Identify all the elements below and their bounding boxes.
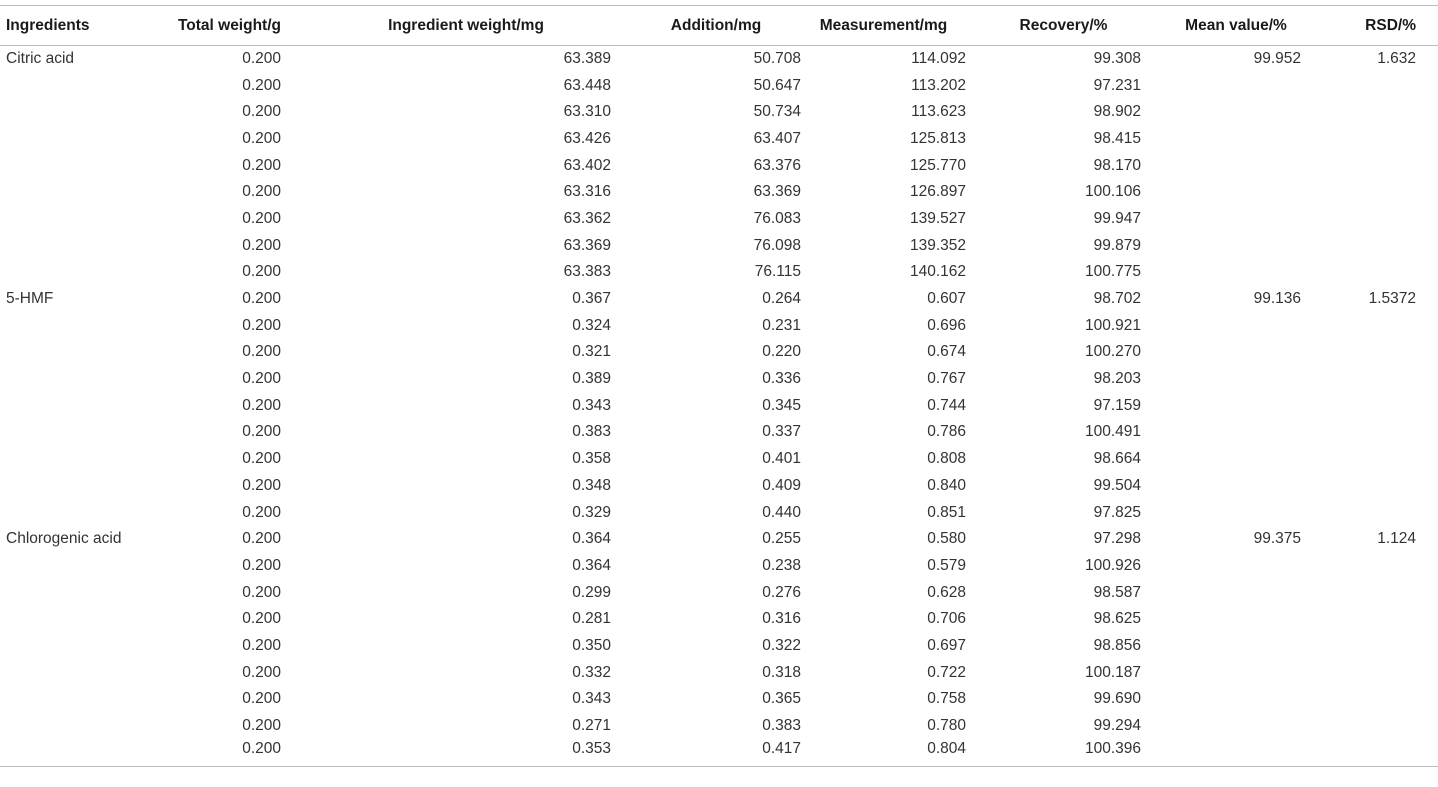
- cell-rsd: [1301, 312, 1438, 339]
- cell-addition: 0.231: [762, 316, 801, 334]
- cell-total-weight: 0.200: [242, 396, 281, 414]
- cell-ingredient-weight: 0.350: [572, 636, 611, 654]
- cell-rsd: 1.632: [1377, 50, 1416, 68]
- table-row: [0, 366, 1438, 393]
- table-row: [0, 46, 1438, 73]
- cell-recovery: 100.921: [1084, 316, 1141, 334]
- cell-ingredient-weight: 0.367: [572, 290, 611, 308]
- cell-total-weight: 0.200: [242, 76, 281, 94]
- cell-ingredient-name: [0, 179, 146, 206]
- cell-ingredient-weight: 0.271: [572, 717, 611, 735]
- cell-measurement: 0.786: [927, 423, 966, 441]
- cell-measurement: 0.808: [927, 450, 966, 468]
- cell-mean-value: [1141, 206, 1301, 233]
- cell-mean-value: [1141, 126, 1301, 153]
- cell-recovery: 99.294: [1093, 717, 1141, 735]
- cell-rsd: [1301, 499, 1438, 526]
- cell-addition: 0.238: [762, 556, 801, 574]
- cell-ingredient-weight: 0.281: [572, 610, 611, 628]
- cell-recovery: 100.491: [1084, 423, 1141, 441]
- cell-ingredient-weight: 0.353: [281, 739, 611, 766]
- cell-measurement: 0.767: [927, 370, 966, 388]
- cell-recovery: 98.702: [1093, 290, 1141, 308]
- cell-measurement: 125.813: [909, 129, 966, 147]
- cell-ingredient-weight: 63.369: [563, 236, 611, 254]
- cell-measurement: 0.696: [927, 316, 966, 334]
- cell-recovery: 98.170: [1093, 156, 1141, 174]
- cell-ingredient-weight: 0.343: [572, 396, 611, 414]
- cell-total-weight: 0.200: [242, 476, 281, 494]
- table-row: [0, 526, 1438, 553]
- cell-mean-value: [1141, 152, 1301, 179]
- cell-mean-value: [1141, 392, 1301, 419]
- cell-mean-value: [1141, 499, 1301, 526]
- cell-ingredient-weight: 0.364: [572, 556, 611, 574]
- header-ingredient-weight: Ingredient weight/mg: [281, 6, 611, 46]
- cell-ingredient-name: Citric acid: [6, 50, 75, 68]
- cell-mean-value: [1141, 419, 1301, 446]
- cell-measurement: 139.527: [909, 209, 966, 227]
- cell-recovery: 98.587: [1093, 583, 1141, 601]
- table-row: [0, 232, 1438, 259]
- cell-total-weight: 0.200: [242, 103, 281, 121]
- table-row: [0, 259, 1438, 286]
- cell-total-weight: 0.200: [242, 236, 281, 254]
- cell-ingredient-name: [0, 99, 146, 126]
- cell-ingredient-weight: 0.364: [572, 530, 611, 548]
- cell-ingredient-name: [0, 473, 146, 500]
- cell-total-weight: 0.200: [242, 450, 281, 468]
- cell-ingredient-weight: 0.324: [572, 316, 611, 334]
- cell-rsd: [1301, 366, 1438, 393]
- cell-ingredient-weight: 0.299: [572, 583, 611, 601]
- cell-measurement: 0.697: [927, 636, 966, 654]
- cell-ingredient-name: [0, 259, 146, 286]
- table-row: [0, 152, 1438, 179]
- table-row: [0, 392, 1438, 419]
- cell-ingredient-weight: 63.383: [563, 263, 611, 281]
- cell-total-weight: 0.200: [242, 583, 281, 601]
- cell-rsd: [1301, 72, 1438, 99]
- cell-rsd: [1301, 99, 1438, 126]
- cell-rsd: [1301, 339, 1438, 366]
- cell-addition: 0.220: [762, 343, 801, 361]
- cell-ingredient-weight: 0.348: [572, 476, 611, 494]
- cell-ingredient-weight: 63.310: [563, 103, 611, 121]
- cell-mean-value: [1141, 579, 1301, 606]
- cell-rsd: [1301, 473, 1438, 500]
- cell-mean-value: [1141, 713, 1301, 740]
- table-row: [0, 339, 1438, 366]
- table-row: [0, 312, 1438, 339]
- cell-measurement: 114.092: [911, 50, 966, 68]
- cell-recovery: 100.106: [1084, 183, 1141, 201]
- header-ingredients: Ingredients: [0, 6, 146, 46]
- cell-total-weight: 0.200: [242, 263, 281, 281]
- cell-ingredient-name: [0, 739, 146, 766]
- cell-total-weight: 0.200: [242, 343, 281, 361]
- cell-recovery: 97.825: [1093, 503, 1141, 521]
- header-row: [0, 6, 1438, 46]
- cell-addition: 0.264: [762, 290, 801, 308]
- cell-measurement: 113.623: [911, 103, 966, 121]
- cell-ingredient-name: [0, 606, 146, 633]
- cell-mean-value: [1141, 339, 1301, 366]
- cell-measurement: 0.706: [927, 610, 966, 628]
- cell-mean-value: [1141, 473, 1301, 500]
- cell-total-weight: 0.200: [146, 739, 281, 766]
- cell-addition: 0.417: [611, 739, 801, 766]
- cell-rsd: [1301, 126, 1438, 153]
- cell-recovery: 99.947: [1093, 209, 1141, 227]
- cell-addition: 0.276: [762, 583, 801, 601]
- cell-ingredient-name: 5-HMF: [6, 290, 54, 308]
- cell-ingredient-weight: 63.402: [563, 156, 611, 174]
- table-row: [0, 286, 1438, 313]
- table-row: [0, 633, 1438, 660]
- cell-mean-value: [1141, 259, 1301, 286]
- cell-mean-value: [1141, 686, 1301, 713]
- cell-measurement: 0.780: [927, 717, 966, 735]
- cell-ingredient-name: [0, 126, 146, 153]
- table-row: [0, 713, 1438, 740]
- cell-mean-value: [1141, 659, 1301, 686]
- cell-mean-value: [1141, 366, 1301, 393]
- cell-rsd: [1301, 606, 1438, 633]
- cell-rsd: 1.5372: [1368, 290, 1416, 308]
- table-row: [0, 686, 1438, 713]
- cell-rsd: [1301, 659, 1438, 686]
- cell-mean-value: [1141, 633, 1301, 660]
- cell-ingredient-name: [0, 152, 146, 179]
- cell-total-weight: 0.200: [242, 663, 281, 681]
- cell-ingredient-weight: 63.426: [563, 129, 611, 147]
- cell-total-weight: 0.200: [242, 209, 281, 227]
- cell-rsd: [1301, 259, 1438, 286]
- cell-addition: 0.365: [762, 690, 801, 708]
- cell-mean-value: [1141, 446, 1301, 473]
- cell-recovery: 98.415: [1093, 129, 1141, 147]
- cell-mean-value: [1141, 179, 1301, 206]
- cell-total-weight: 0.200: [242, 636, 281, 654]
- cell-recovery: 98.203: [1093, 370, 1141, 388]
- cell-mean-value: [1141, 606, 1301, 633]
- cell-total-weight: 0.200: [242, 610, 281, 628]
- table-row: [0, 206, 1438, 233]
- cell-recovery: 98.664: [1093, 450, 1141, 468]
- cell-recovery: 100.187: [1084, 663, 1141, 681]
- cell-rsd: [1301, 553, 1438, 580]
- cell-recovery: 99.308: [1093, 50, 1141, 68]
- cell-ingredient-name: [0, 579, 146, 606]
- cell-ingredient-weight: 0.383: [572, 423, 611, 441]
- cell-ingredient-weight: 63.362: [563, 209, 611, 227]
- cell-addition: 76.115: [754, 263, 801, 281]
- cell-addition: 0.401: [762, 450, 801, 468]
- cell-recovery: 97.231: [1093, 76, 1141, 94]
- cell-recovery: 99.504: [1093, 476, 1141, 494]
- cell-recovery: 99.879: [1093, 236, 1141, 254]
- cell-ingredient-name: [0, 553, 146, 580]
- cell-mean-value: [1141, 553, 1301, 580]
- cell-measurement: 113.202: [911, 76, 966, 94]
- cell-addition: 0.316: [762, 610, 801, 628]
- cell-recovery: 98.625: [1093, 610, 1141, 628]
- cell-ingredient-weight: 63.448: [563, 76, 611, 94]
- cell-total-weight: 0.200: [242, 370, 281, 388]
- cell-measurement: 140.162: [909, 263, 966, 281]
- cell-ingredient-name: [0, 446, 146, 473]
- cell-rsd: [1301, 392, 1438, 419]
- cell-addition: 50.734: [753, 103, 801, 121]
- cell-total-weight: 0.200: [242, 423, 281, 441]
- table-row: [0, 579, 1438, 606]
- cell-mean-value: [1141, 99, 1301, 126]
- table-row: [0, 606, 1438, 633]
- cell-measurement: 0.674: [927, 343, 966, 361]
- header-recovery: Recovery/%: [966, 6, 1141, 46]
- cell-ingredient-name: [0, 312, 146, 339]
- cell-rsd: [1301, 206, 1438, 233]
- cell-ingredient-name: [0, 339, 146, 366]
- cell-measurement: 126.897: [909, 183, 966, 201]
- cell-measurement: 0.744: [927, 396, 966, 414]
- cell-addition: 0.318: [762, 663, 801, 681]
- header-rsd: RSD/%: [1301, 6, 1438, 46]
- header-measurement: Measurement/mg: [801, 6, 966, 46]
- table-row: [0, 99, 1438, 126]
- cell-ingredient-name: [0, 686, 146, 713]
- table-row: [0, 659, 1438, 686]
- cell-mean-value: 99.136: [1253, 290, 1301, 308]
- cell-total-weight: 0.200: [242, 556, 281, 574]
- cell-addition: 50.647: [753, 76, 801, 94]
- cell-ingredient-weight: 0.343: [572, 690, 611, 708]
- cell-recovery: 97.159: [1093, 396, 1141, 414]
- cell-measurement: 125.770: [909, 156, 966, 174]
- cell-mean-value: 99.952: [1253, 50, 1301, 68]
- cell-total-weight: 0.200: [242, 183, 281, 201]
- cell-recovery: 100.775: [1084, 263, 1141, 281]
- cell-rsd: [1301, 179, 1438, 206]
- cell-total-weight: 0.200: [242, 290, 281, 308]
- cell-rsd: [1301, 713, 1438, 740]
- table-row: [0, 446, 1438, 473]
- cell-mean-value: [1141, 312, 1301, 339]
- cell-ingredient-weight: 63.389: [563, 50, 611, 68]
- cell-ingredient-name: [0, 72, 146, 99]
- cell-measurement: 0.580: [927, 530, 966, 548]
- cell-total-weight: 0.200: [242, 530, 281, 548]
- cell-total-weight: 0.200: [242, 156, 281, 174]
- cell-ingredient-name: [0, 713, 146, 740]
- cell-measurement: 0.722: [927, 663, 966, 681]
- cell-ingredient-name: [0, 232, 146, 259]
- cell-measurement: 0.607: [927, 290, 966, 308]
- cell-ingredient-weight: 63.316: [563, 183, 611, 201]
- cell-ingredient-name: [0, 659, 146, 686]
- cell-addition: 0.440: [762, 503, 801, 521]
- cell-total-weight: 0.200: [242, 316, 281, 334]
- cell-addition: 0.336: [762, 370, 801, 388]
- cell-recovery: 100.396: [966, 739, 1141, 766]
- cell-recovery: 99.690: [1093, 690, 1141, 708]
- header-mean-value: Mean value/%: [1141, 6, 1301, 46]
- cell-ingredient-name: [0, 392, 146, 419]
- cell-total-weight: 0.200: [242, 50, 281, 68]
- table-row: [0, 72, 1438, 99]
- cell-addition: 76.083: [753, 209, 801, 227]
- cell-recovery: 98.856: [1093, 636, 1141, 654]
- cell-recovery: 100.270: [1084, 343, 1141, 361]
- cell-total-weight: 0.200: [242, 129, 281, 147]
- header-total-weight: Total weight/g: [146, 6, 281, 46]
- table-row: [0, 499, 1438, 526]
- cell-measurement: 0.758: [927, 690, 966, 708]
- cell-measurement: 0.804: [801, 739, 966, 766]
- cell-mean-value: [1141, 232, 1301, 259]
- cell-addition: 63.376: [753, 156, 801, 174]
- cell-addition: 63.407: [753, 129, 801, 147]
- cell-measurement: 0.628: [927, 583, 966, 601]
- cell-rsd: [1301, 446, 1438, 473]
- table-row: [0, 126, 1438, 153]
- cell-ingredient-name: [0, 499, 146, 526]
- cell-rsd: [1301, 419, 1438, 446]
- cell-mean-value: 99.375: [1253, 530, 1301, 548]
- cell-recovery: 100.926: [1084, 556, 1141, 574]
- table-body: [0, 46, 1438, 767]
- cell-addition: 63.369: [753, 183, 801, 201]
- cell-rsd: [1301, 232, 1438, 259]
- cell-ingredient-weight: 0.329: [572, 503, 611, 521]
- cell-ingredient-weight: 0.332: [572, 663, 611, 681]
- cell-ingredient-name: [0, 206, 146, 233]
- cell-addition: 0.255: [762, 530, 801, 548]
- table-row: [0, 553, 1438, 580]
- cell-addition: 0.409: [762, 476, 801, 494]
- cell-ingredient-name: [0, 633, 146, 660]
- cell-addition: 0.345: [762, 396, 801, 414]
- cell-rsd: [1301, 633, 1438, 660]
- cell-addition: 0.383: [762, 717, 801, 735]
- table-row: [0, 419, 1438, 446]
- cell-rsd: [1301, 579, 1438, 606]
- cell-recovery: 98.902: [1093, 103, 1141, 121]
- cell-mean-value: [1141, 72, 1301, 99]
- cell-rsd: [1301, 739, 1438, 766]
- cell-ingredient-weight: 0.358: [572, 450, 611, 468]
- table-row: [0, 739, 1438, 766]
- cell-measurement: 0.579: [927, 556, 966, 574]
- cell-total-weight: 0.200: [242, 503, 281, 521]
- cell-total-weight: 0.200: [242, 690, 281, 708]
- cell-addition: 76.098: [753, 236, 801, 254]
- cell-rsd: [1301, 686, 1438, 713]
- cell-rsd: 1.124: [1377, 530, 1416, 548]
- cell-mean-value: [1141, 739, 1301, 766]
- cell-measurement: 0.840: [927, 476, 966, 494]
- table-row: [0, 473, 1438, 500]
- cell-total-weight: 0.200: [242, 717, 281, 735]
- cell-addition: 50.708: [753, 50, 801, 68]
- table-row: [0, 179, 1438, 206]
- cell-ingredient-weight: 0.389: [572, 370, 611, 388]
- cell-recovery: 97.298: [1093, 530, 1141, 548]
- header-addition: Addition/mg: [611, 6, 801, 46]
- cell-measurement: 139.352: [909, 236, 966, 254]
- cell-ingredient-name: [0, 366, 146, 393]
- cell-rsd: [1301, 152, 1438, 179]
- recovery-table: [0, 5, 1438, 767]
- cell-ingredient-name: Chlorogenic acid: [6, 530, 122, 548]
- cell-measurement: 0.851: [927, 503, 966, 521]
- cell-ingredient-name: [0, 419, 146, 446]
- cell-ingredient-weight: 0.321: [572, 343, 611, 361]
- cell-addition: 0.337: [762, 423, 801, 441]
- cell-addition: 0.322: [762, 636, 801, 654]
